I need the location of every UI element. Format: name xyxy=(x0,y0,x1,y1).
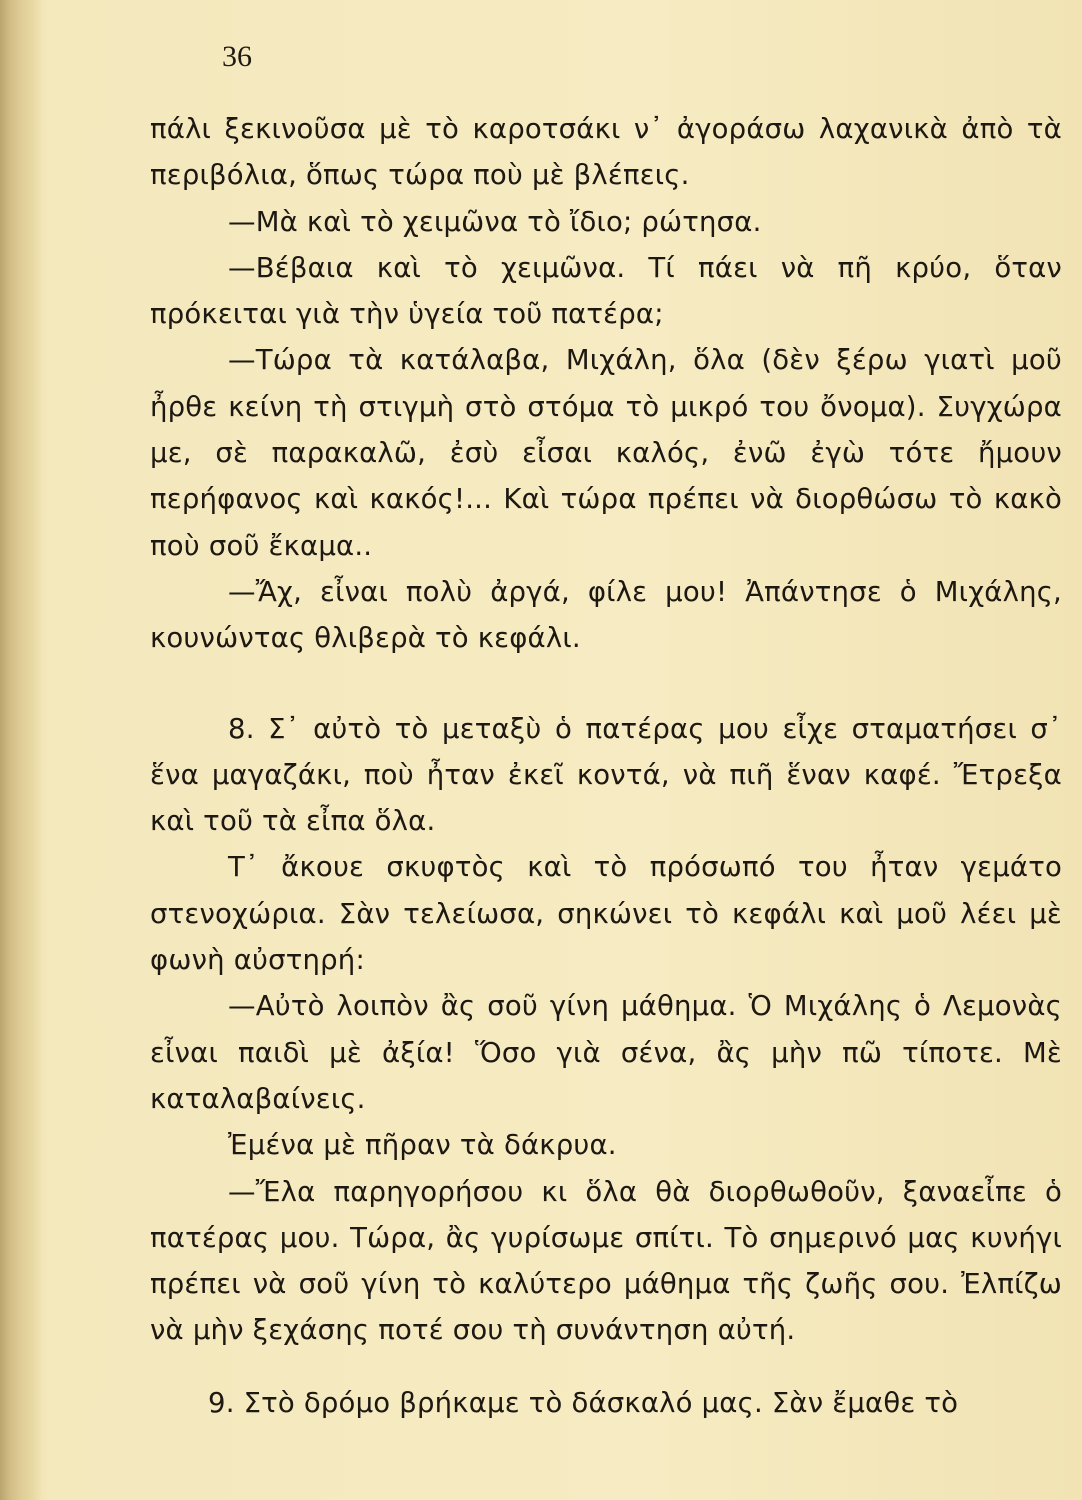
section-8-paragraph: 8. Σ᾽ αὐτὸ τὸ μεταξὺ ὁ πατέρας μου εἶχε σταματήσει σ᾽ ἕνα μαγαζάκι, ποὺ ἦταν ἐκεῖ κοντά, νὰ πιῆ ἕναν καφέ. Ἔτρεξα καὶ τοῦ τὰ εἶπα ὅλα. xyxy=(150,712,1062,838)
page-number: 36 xyxy=(222,40,252,73)
paragraph-8: —Αὐτὸ λοιπὸν ἂς σοῦ γίνη μάθημα. Ὁ Μιχάλης ὁ Λεμονὰς εἶναι παιδὶ μὲ ἀξία! Ὅσο γιὰ σένα, ἂς μὴν πῶ τίποτε. Μὲ καταλαβαίνεις. xyxy=(150,990,1062,1115)
paragraph-3: —Βέβαια καὶ τὸ χειμῶνα. Τί πάει νὰ πῆ κρύο, ὅταν πρόκειται γιὰ τὴν ὑγεία τοῦ πατέρα; xyxy=(150,251,1062,331)
paragraph-1: πάλι ξεκινοῦσα μὲ τὸ καροτσάκι ν᾽ ἀγοράσω λαχανικὰ ἀπὸ τὰ περιβόλια, ὅπως τώρα ποὺ μὲ βλέπεις. xyxy=(150,113,1062,192)
page-binding-shadow xyxy=(0,0,42,1500)
paragraph-5: —Ἄχ, εἶναι πολὺ ἀργά, φίλε μου! Ἀπάντησε ὁ Μιχάλης, κουνώντας θλιβερὰ τὸ κεφάλι. xyxy=(150,575,1062,655)
paragraph-9: Ἐμένα μὲ πῆραν τὰ δάκρυα. xyxy=(228,1129,617,1162)
page-text xyxy=(150,106,1062,1426)
paragraph-4: —Τώρα τὰ κατάλαβα, Μιχάλη, ὅλα (δὲν ξέρω γιατὶ μοῦ ἦρθε κείνη τὴ στιγμὴ στὸ στόμα τὸ μικρό του ὄνομα). Συγχώρα με, σὲ παρακαλῶ, ἐσὺ εἶσαι καλός, ἐνῶ ἐγὼ τότε ἤμουν περήφανος καὶ κακός!... Καὶ τώρα πρέπει νὰ διορθώσω τὸ κακὸ ποὺ σοῦ ἔκαμα.. xyxy=(150,344,1062,562)
paragraph-7: Τ᾽ ἄκουε σκυφτὸς καὶ τὸ πρόσωπό του ἦταν γεμάτο στενοχώρια. Σὰν τελείωσα, σηκώνει τὸ κεφάλι καὶ μοῦ λέει μὲ φωνὴ αὐστηρή: xyxy=(150,851,1062,977)
section-9-paragraph: 9. Στὸ δρόμο βρήκαμε τὸ δάσκαλό μας. Σὰν ἔμαθε τὸ xyxy=(208,1386,959,1419)
paragraph-10: —Ἔλα παρηγορήσου κι ὅλα θὰ διορθωθοῦν, ξαναεἶπε ὁ πατέρας μου. Τώρα, ἂς γυρίσωμε σπίτι. Τὸ σημερινό μας κυνήγι πρέπει νὰ σοῦ γίνη τὸ καλύτερο μάθημα τῆς ζωῆς σου. Ἐλπίζω νὰ μὴν ξεχάσης ποτέ σου τὴ συνάντηση αὐτή. xyxy=(150,1175,1062,1347)
paragraph-2: —Μὰ καὶ τὸ χειμῶνα τὸ ἴδιο; ρώτησα. xyxy=(228,205,762,238)
